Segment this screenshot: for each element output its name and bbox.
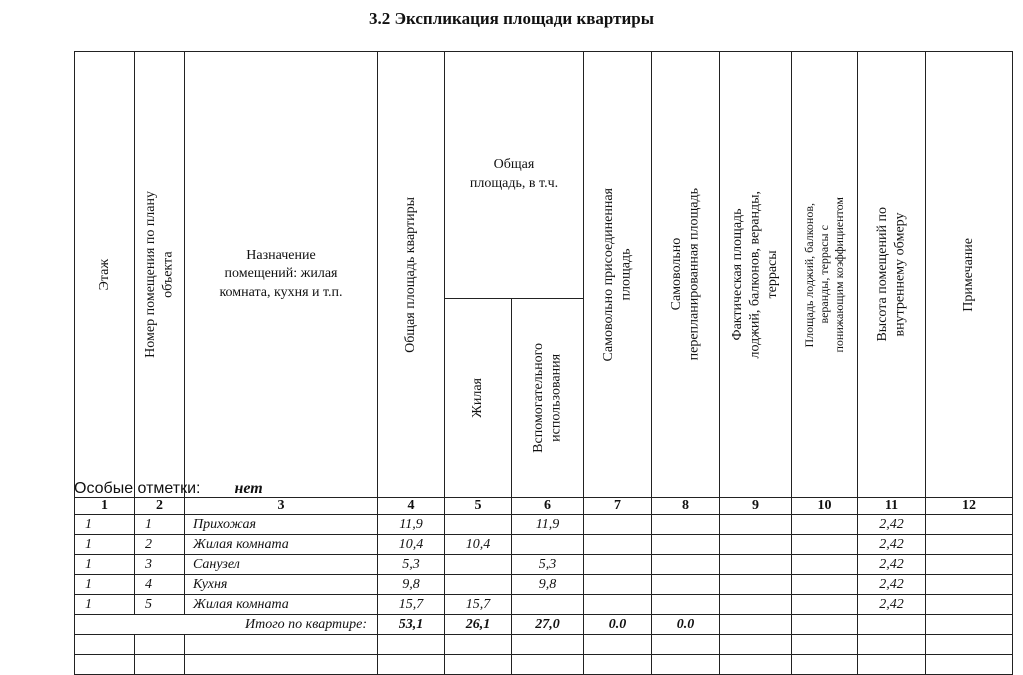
cell-total: 9,8	[378, 575, 445, 595]
header-group-area: Общая площадь, в т.ч.	[445, 52, 584, 299]
header-self-replanned: Самовольно перепланированная площадь	[652, 52, 720, 498]
cell-living: 15,7	[445, 595, 512, 615]
cell-height: 2,42	[858, 515, 926, 535]
cell-height: 2,42	[858, 595, 926, 615]
cell-aux: 11,9	[512, 515, 584, 535]
cell-note	[926, 555, 1013, 575]
cell-living	[445, 515, 512, 535]
special-notes-label: Особые отметки:	[74, 480, 201, 497]
cell-self-replanned	[652, 535, 720, 555]
total-loggia-coef	[792, 615, 858, 635]
header-floor: Этаж	[75, 52, 135, 498]
cell-note	[926, 515, 1013, 535]
cell-self-attached	[584, 515, 652, 535]
cell-self-attached	[584, 535, 652, 555]
col-number: 1	[75, 498, 135, 515]
header-purpose: Назначение помещений: жилая комната, кухня и т.п.	[185, 52, 378, 498]
cell-loggia-coef	[792, 575, 858, 595]
total-note	[926, 615, 1013, 635]
header-aux: Вспомогательного использования	[512, 299, 584, 498]
col-number: 6	[512, 498, 584, 515]
col-number: 8	[652, 498, 720, 515]
cell-note	[926, 595, 1013, 615]
cell-height: 2,42	[858, 575, 926, 595]
cell-floor: 1	[75, 535, 135, 555]
col-number: 4	[378, 498, 445, 515]
page-title: 3.2 Экспликация площади квартиры	[368, 9, 655, 28]
table-row	[75, 535, 1013, 555]
header-actual-loggia: Фактическая площадь лоджий, балконов, веранды, террасы	[720, 52, 792, 498]
cell-self-replanned	[652, 515, 720, 535]
total-self-attached: 0.0	[584, 615, 652, 635]
cell-floor: 1	[75, 595, 135, 615]
cell-living	[445, 555, 512, 575]
cell-note	[926, 575, 1013, 595]
cell-note	[926, 535, 1013, 555]
col-number: 12	[926, 498, 1013, 515]
cell-self-attached	[584, 595, 652, 615]
cell-floor: 1	[75, 555, 135, 575]
blank-row	[75, 655, 1013, 675]
cell-room: 2	[135, 535, 185, 555]
col-number: 9	[720, 498, 792, 515]
table-row	[75, 595, 1013, 615]
table-row	[75, 515, 1013, 535]
cell-loggia-coef	[792, 515, 858, 535]
cell-self-replanned	[652, 595, 720, 615]
total-area: 53,1	[378, 615, 445, 635]
cell-total: 15,7	[378, 595, 445, 615]
total-self-replanned: 0.0	[652, 615, 720, 635]
cell-name: Санузел	[185, 555, 378, 575]
header-self-attached: Самовольно присоединенная площадь	[584, 52, 652, 498]
table-row	[75, 575, 1013, 595]
cell-name: Кухня	[185, 575, 378, 595]
cell-actual-loggia	[720, 575, 792, 595]
blank-row	[75, 635, 1013, 655]
cell-loggia-coef	[792, 555, 858, 575]
cell-name: Жилая комната	[185, 595, 378, 615]
explication-table	[74, 51, 1013, 675]
cell-name: Прихожая	[185, 515, 378, 535]
cell-aux: 9,8	[512, 575, 584, 595]
cell-actual-loggia	[720, 595, 792, 615]
cell-actual-loggia	[720, 535, 792, 555]
total-aux: 27,0	[512, 615, 584, 635]
cell-room: 3	[135, 555, 185, 575]
cell-total: 11,9	[378, 515, 445, 535]
cell-height: 2,42	[858, 555, 926, 575]
cell-loggia-coef	[792, 535, 858, 555]
cell-room: 1	[135, 515, 185, 535]
col-number: 5	[445, 498, 512, 515]
cell-actual-loggia	[720, 555, 792, 575]
cell-aux	[512, 595, 584, 615]
cell-living	[445, 575, 512, 595]
total-row	[75, 615, 1013, 635]
cell-floor: 1	[75, 515, 135, 535]
cell-loggia-coef	[792, 595, 858, 615]
total-living: 26,1	[445, 615, 512, 635]
cell-room: 5	[135, 595, 185, 615]
cell-aux	[512, 535, 584, 555]
column-number-row	[75, 498, 1013, 515]
special-notes-value: нет	[234, 480, 263, 497]
col-number: 3	[185, 498, 378, 515]
header-room-no: Номер помещения по плану объекта	[135, 52, 185, 498]
header-height: Высота помещений по внутреннему обмеру	[858, 52, 926, 498]
cell-self-replanned	[652, 575, 720, 595]
header-living: Жилая	[445, 299, 512, 498]
total-height	[858, 615, 926, 635]
cell-name: Жилая комната	[185, 535, 378, 555]
cell-self-attached	[584, 575, 652, 595]
cell-self-replanned	[652, 555, 720, 575]
col-number: 10	[792, 498, 858, 515]
header-total-area: Общая площадь квартиры	[378, 52, 445, 498]
total-actual-loggia	[720, 615, 792, 635]
cell-self-attached	[584, 555, 652, 575]
cell-actual-loggia	[720, 515, 792, 535]
col-number: 11	[858, 498, 926, 515]
special-notes	[74, 480, 263, 498]
cell-living: 10,4	[445, 535, 512, 555]
cell-total: 10,4	[378, 535, 445, 555]
cell-floor: 1	[75, 575, 135, 595]
cell-height: 2,42	[858, 535, 926, 555]
table-row	[75, 555, 1013, 575]
header-loggia-coef: Площадь лоджий, балконов, веранды, террасы с понижающим коэффициентом	[792, 52, 858, 498]
cell-total: 5,3	[378, 555, 445, 575]
col-number: 7	[584, 498, 652, 515]
cell-aux: 5,3	[512, 555, 584, 575]
header-note: Примечание	[926, 52, 1013, 498]
header-row	[75, 52, 1013, 299]
col-number: 2	[135, 498, 185, 515]
total-label: Итого по квартире:	[75, 615, 378, 635]
cell-room: 4	[135, 575, 185, 595]
